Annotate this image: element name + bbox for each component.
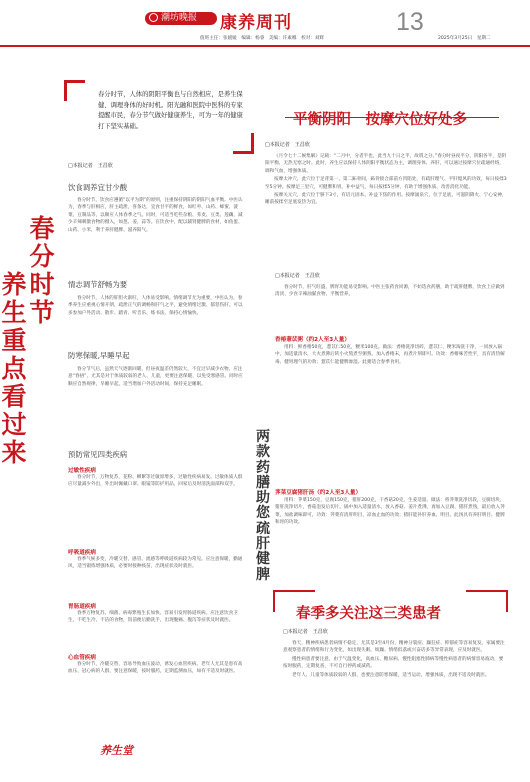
page-number: 13 [396,8,424,36]
right-bottom-byline: □本报记者 王昌欣 [283,629,328,635]
intro-box [70,86,248,148]
section-title-warm: 防寒保暖,早睡早起 [68,351,130,360]
recipe-text: 用料：鲜香椿50克，薏苡仁50克，粳米100克。做法：香椿洗净切碎，薏苡仁、粳米淘洗干净，一同放入锅中，加适量清水，大火煮沸后转小火熬煮至粥熟，加入香椿末，再煮片刻即可。功效：香椿味苦性平，具有清热解毒、健胃理气的功效；薏苡仁能健脾渗湿。此粥适合春季食用。 [275,345,505,365]
recipe-name: 香椿薏苡粥（约2人至3人量） [275,337,350,343]
vertical-headline-col-2: 养生重点看过来 [1,270,27,467]
section-title-diet: 饮食调养宜甘少酸 [68,183,128,192]
disease-text: 春分时节，冷暖交替，容易导致血压波动，诱发心血管疾病。老年人尤其是患有高血压、冠心病的人群，要注意保暖，按时服药，定期监测血压，如有不适及时就医。 [68,662,243,675]
recipe-name: 荠菜豆腐猪肝汤（约2人至3人量） [275,490,362,496]
right-bottom-body: 春天，精神疾病患者病情不稳定，尤其是3至4月份，精神分裂症、躁狂症、抑郁症等容易复发。家属要注意观察患者的情绪和行为变化，如出现失眠、烦躁、情绪低落或兴奋话多等异常表现，应及时就医。 慢性病患者要注意，由于气温变化，高血压、糖尿病、慢性阻塞性肺病等慢性病患者的病情容易波动，要按时服药，定期复查，不可自行停药或减药。 老年人、儿童等体质较弱的人群，也要注意防寒保暖，适当运动，增强体质，出现不适及时就医。 [283,641,505,678]
disease-name: 过敏性疾病 [68,468,96,474]
newspaper-logo [145,12,217,25]
right-top-title: 平衡阴阳 按摩穴位好处多 [293,112,467,128]
right-top-byline: □本报记者 王昌欣 [265,142,310,148]
footer-logo: 养生堂 [100,744,133,757]
left-byline: □本报记者 王昌欣 [68,163,113,169]
logo-ring-icon [149,13,158,22]
intro-corner-top [64,80,85,101]
disease-name: 呼吸道疾病 [68,550,96,556]
right-mid-intro: 春分时节，肝气旺盛，脾胃功能易受影响。中医主张药食同源，不妨选食药膳，助于疏肝健脾，饮食上应做到清淡、少食辛辣油腻食物，平衡营养。 [275,285,505,298]
editors-line: 值班主任：张媛媛 编辑：杨睿 美编：许素娜 校对：刘辉 [200,36,325,41]
vertical-headline-2: 两款药膳助您疏肝健脾 [256,429,270,583]
intro-text: 春分时节，人体的阴阳平衡也与自然相应，是养生保健、调理身体的好时机。阳光融和医院中医科的专家提醒市民，春分节气做好健康养生，可为一年的健康打下坚实基础。 [98,91,243,130]
section-body-warm: 春分节气后，虽然天气逐渐回暖，但昼夜温差仍然较大，不宜过早减少衣物。应注意“春捂”，尤其是对于体质较弱的老人、儿童，更要注意保暖，以免受寒感冒。同时应顺应自然规律，早睡早起，适当增加户外活动时间，保持充足睡眠。 [68,367,243,387]
section-brand: 康养周刊 [220,13,292,33]
section-title-mood: 情志调节舒畅为要 [68,280,128,289]
section-body-mood: 春分时节，人体的肝胆火渐旺，人体易受影响。情绪调节尤为重要，中医认为，春季养生应重视心情开朗，疏泄正气的调畅和肝气之平，避免情绪过激、郁怒伤肝。可以多参加户外活动、散步、踏青、听音乐、练书法，保持心情愉快。 [68,296,243,316]
disease-text: 春季万物复苏，细菌、病毒繁殖生长加快，容易引发胃肠道疾病。应注意饮食卫生，不吃生冷、不洁的食物，饭前便后勤洗手，出现腹痛、腹泻等症状及时就医。 [68,611,238,624]
disease-name: 心血管疾病 [68,655,96,661]
header-rule [0,45,530,47]
right-mid-byline: □本报记者 王昌欣 [275,273,320,279]
issue-date: 2025年3月25日 星期二 [438,36,491,41]
disease-text: 春季气候多变，冷暖交替，感冒、流感等呼吸道疾病较为常见。应注意保暖，勤通风，适当锻炼增强体质，必要时接种疫苗，出现症状及时就医。 [68,557,243,570]
box-corner [466,590,508,612]
section-body-diet: 春分时节，饮食应遵循“以平为期”的原则，注重保持阴阳的阴阳气血平衡。中医认为，春季与肝相应，肝主疏泄，喜条达，宜食甘平的鲜食，如红枣、山药、蜂蜜、菠菜、豆制品等，以顺应人体春季之气。同时，可适当吃些杂粮、荞麦、豆类、莲藕，减少辛辣刺激食物的摄入，如葱、姜、蒜等。在饮食中，配以辅肾健脾的食材，如鱼蛋、山药、小米，利于养肝健脾、滋养阳气。 [68,198,243,233]
disease-text: 春分时节，万物复苏，花粉、柳絮等过敏原增多，过敏性疾病易发。过敏体质人群应尽量减少外出，外出时佩戴口罩、眼镜等防护用品，回家后及时清洗面部和双手。 [68,475,243,488]
right-top-body: 《月令七十二候集解》记载：“二月中，分者半也，此当九十日之半，故谓之分。”春分时昼夜平分，阴阳各半，是阴阳平衡、无热无寒之时。此时，养生应以保持人体阴阳平衡状态为主，调理身体、养肝，可以通过按摩穴位疏通经络，调和气血，增强体质。 按摩太冲穴，此穴位于足背第一、第二跖骨间，跖骨接合部前方凹陷处，有疏肝理气、平肝熄风的功效，每日按揉3至5分钟。按摩足三里穴，可健脾和胃、补中益气，每日按揉5分钟，有助于增强体质、改善消化功能。 按摩关元穴，此穴位于脐下3寸，有培元固本、补益下焦的作用。按摩涌泉穴，位于足底，可滋阴降火、宁心安神，睡前按揉至足底发热为宜。 [265,154,507,206]
recipe-text: 用料：荠菜150克，豆腐150克，猪肝200克，干香菇20克，生姜适量。做法：将荠菜洗净切段，豆腐切块，猪肝洗净切片，香菇泡发后切片。锅中加入适量清水，放入香菇、姜片煮沸，再加入豆腐、猪肝煮熟，最后放入荠菜，加盐调味即可。功效：荠菜有清肝明目、凉血止血的功效；猪肝能补肝养血、明目。此汤具有养肝明目、健脾和胃的功效。 [275,498,505,526]
intro-corner-bottom [233,133,254,154]
section-title-diseases: 预防常见四类疾病 [68,450,128,459]
logo-text: 潮坊晚报 [161,13,198,23]
disease-name: 胃肠道疾病 [68,604,96,610]
right-bottom-title: 春季多关注这三类患者 [296,606,441,622]
vertical-headline-col-1: 春分时节 [29,214,55,327]
